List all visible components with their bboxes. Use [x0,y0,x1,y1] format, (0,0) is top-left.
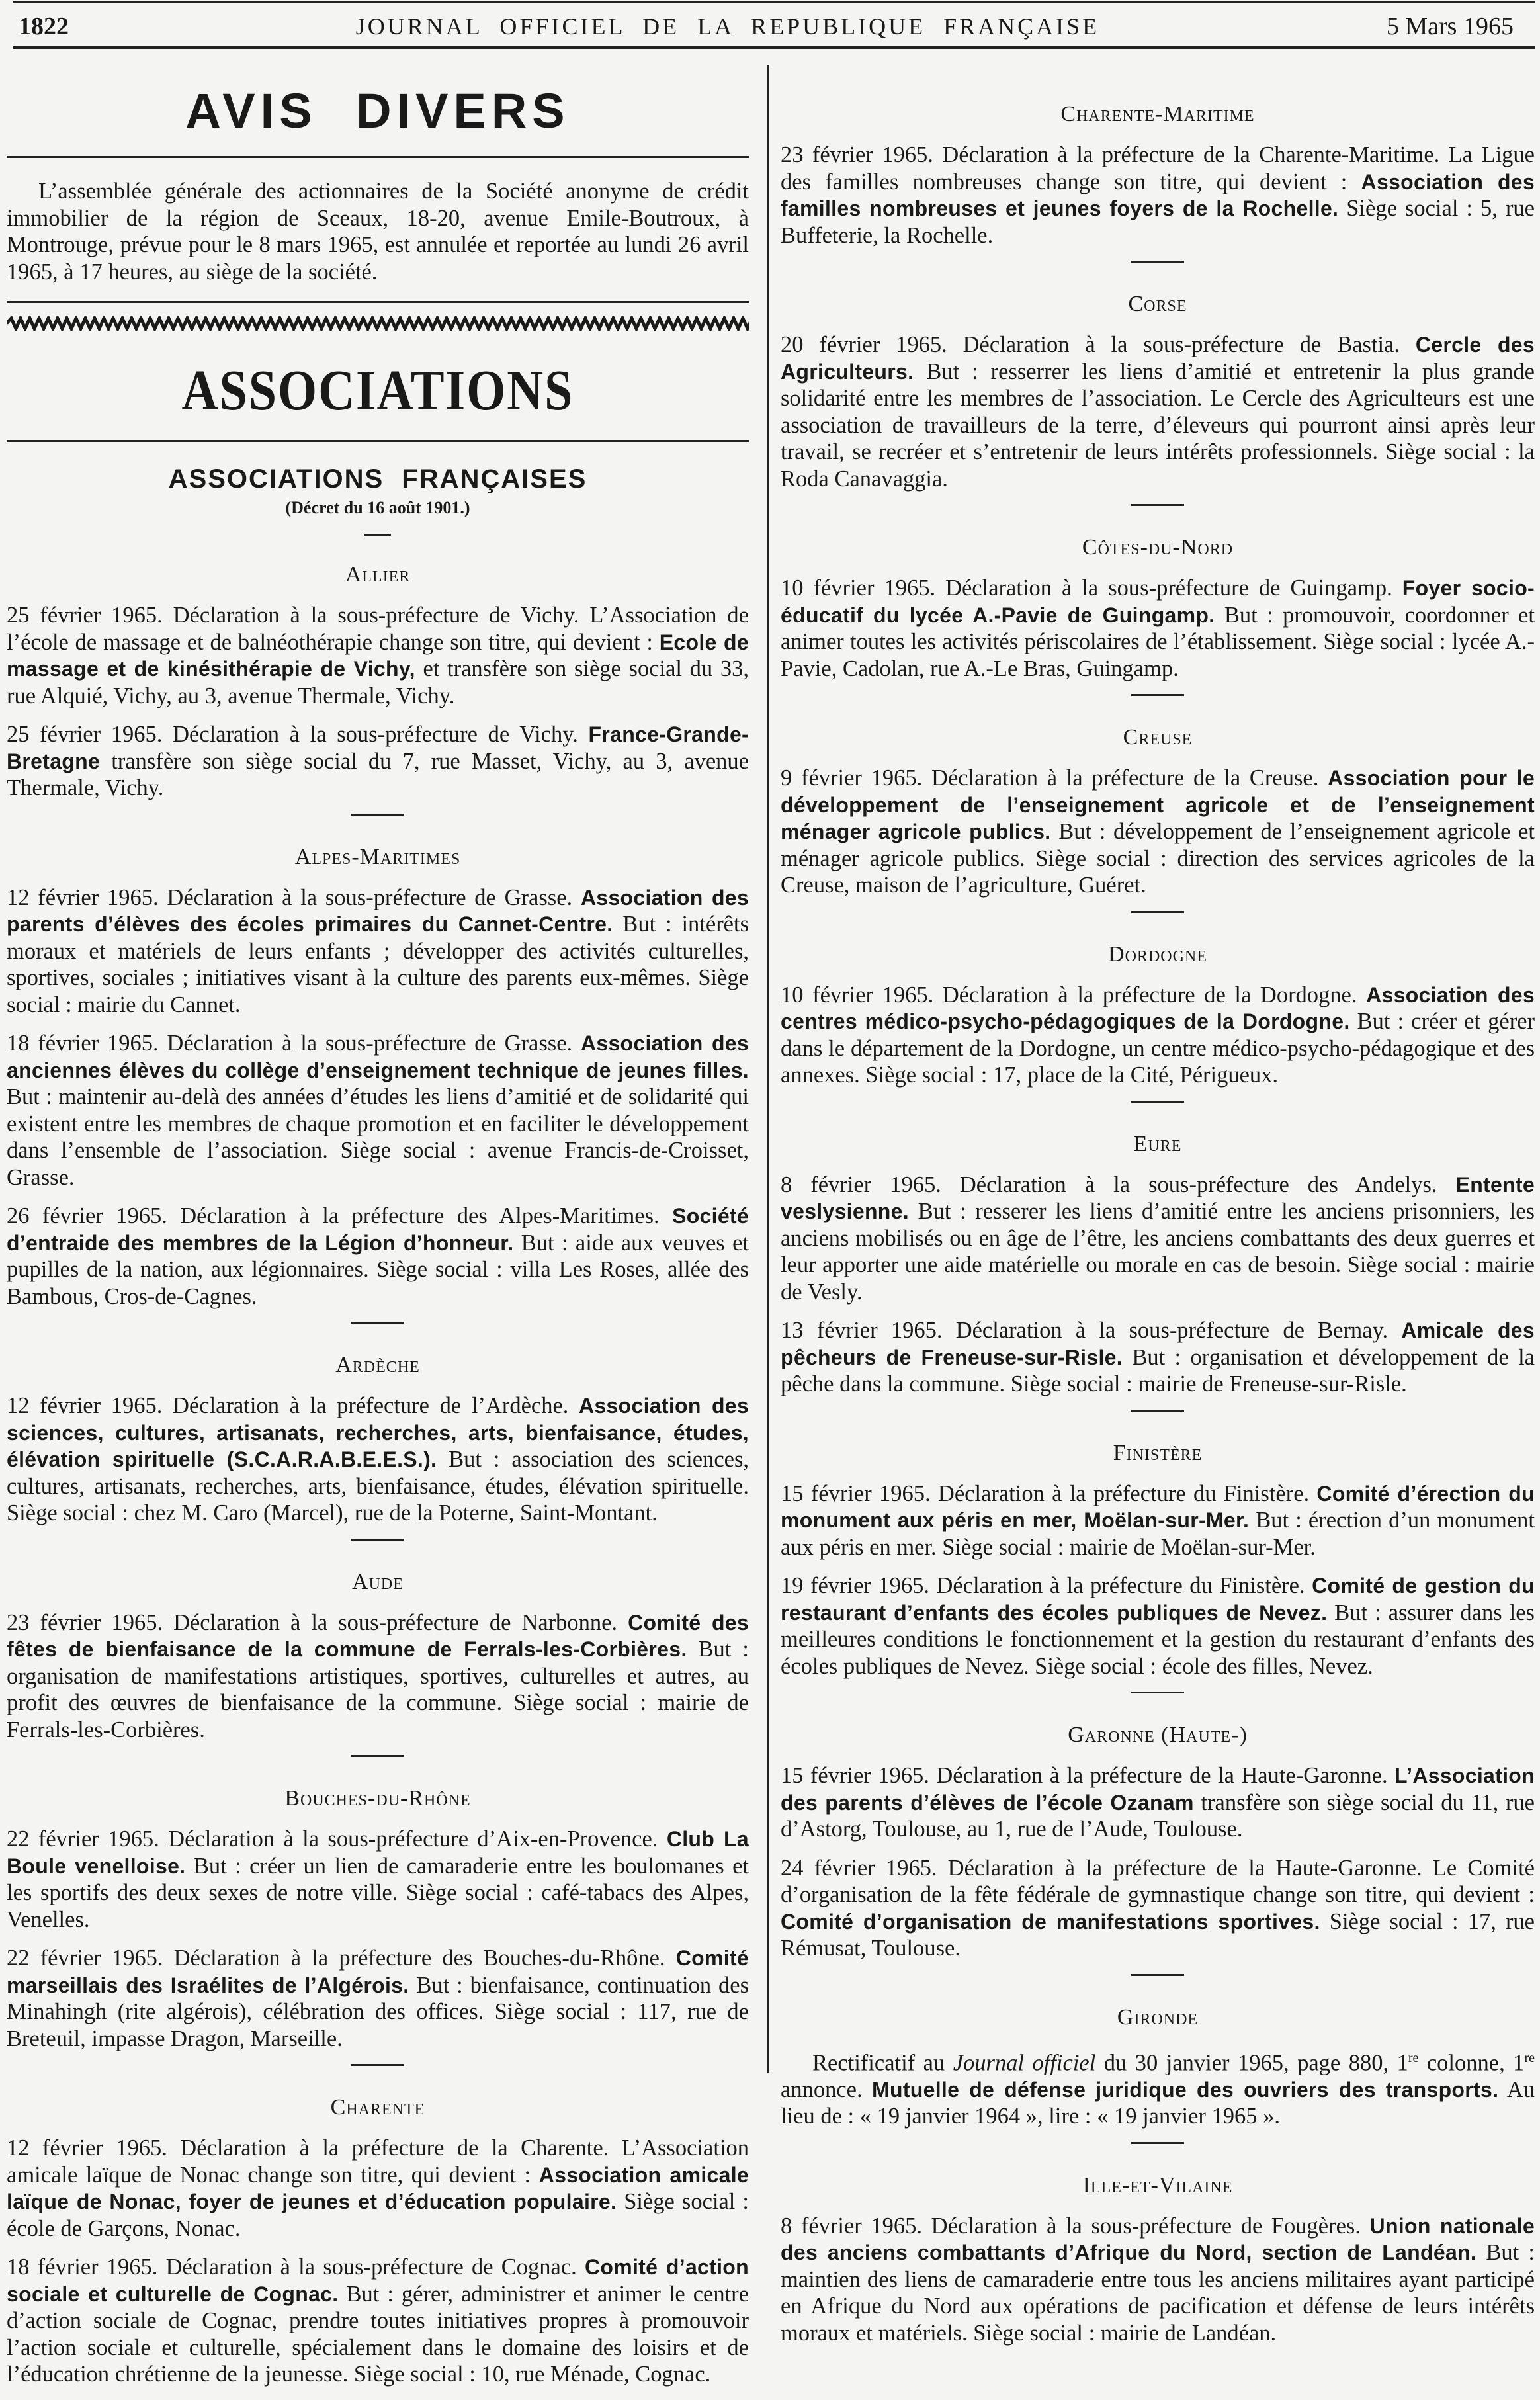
entry-declaration: 13 février 1965. Déclaration à la sous-préfecture de Bernay. [781,1318,1402,1343]
association-entry [7,884,749,1019]
entry-details: But : aide aux veuves et pupilles de la nation, aux légionnaires. Siège social : villa Les Roses, allée des Bambous, Cros-de-Cagnes. [7,1230,749,1309]
association-name: Ecole de massage et de kinésithérapie de Vichy, [7,630,749,681]
entry-details: But : organisation et développement de la pêche dans la commune. Siège social : mairie de Freneuse-sur-Risle. [781,1344,1535,1396]
entry-declaration: 23 février 1965. Déclaration à la préfecture de la Charente-Maritime. La Ligue des familles nombreuses change son titre, qui devient : [781,142,1535,194]
association-name: Club La Boule venelloise. [7,1827,749,1878]
association-name: Association des familles nombreuses et jeunes foyers de la Rochelle. [781,169,1535,220]
entry-declaration: 15 février 1965. Déclaration à la préfecture de la Haute-Garonne. [781,1763,1395,1788]
association-entry [7,1945,749,2052]
running-header [19,9,1514,44]
association-name: Comité marseillais des Israélites de l’Algérois. [7,1946,749,1997]
entry-details: transfère son siège social du 11, rue d’Astorg, Toulouse, au 1, rue de l’Aude, Toulouse. [781,1789,1535,1842]
entry-declaration: 12 février 1965. Déclaration à la préfecture de l’Ardèche. [7,1393,579,1418]
rectificatif-text: du 30 janvier 1965, page 880, 1 [1095,2050,1408,2075]
association-entry [7,1203,749,1310]
department-separator [351,2064,404,2066]
department-separator [1131,1692,1184,1693]
decree-reference: (Décret du 16 août 1901.) [285,498,470,517]
association-entry [7,1609,749,1744]
association-name: Foyer socio-éducatif du lycée A.-Pavie de Guingamp. [781,576,1535,627]
entry-details: But : créer et gérer dans le département de la Dordogne, un centre médico-psycho-pédagogique et des annexes. Siège social : 17, place de la Cité, Périgueux. [781,1009,1535,1088]
entry-declaration: 22 février 1965. Déclaration à la préfecture des Bouches-du-Rhône. [7,1946,676,1971]
association-name: Association pour le développement de l’enseignement agricole et de l’enseignement ménager agricole publics. [781,766,1535,843]
department-heading: Gironde [1117,2004,1199,2030]
ordinal-suffix: re [1408,2050,1419,2065]
entry-details: But : maintien des liens de camaraderie entre tous les anciens militaires ayant participé en Afrique du Nord aux opérations de pacification et défense de leurs intérêts moraux et matériels. Siège social : mairie de Landéan. [781,2240,1535,2346]
entry-declaration: 10 février 1965. Déclaration à la préfecture de la Dordogne. [781,982,1367,1007]
association-entry [7,2254,749,2388]
avis-notice: L’assemblée générale des actionnaires de la Société anonyme de crédit immobilier de la région de Sceaux, 18-20, avenue Emile-Boutroux, à Montrouge, prévue pour le 8 mars 1965, est annulée et reportée au lundi 26 avril 1965, à 17 heures, au siège de la société. [7,179,749,284]
journal-reference: Journal officiel [953,2050,1096,2075]
association-entry [781,765,1535,899]
entry-declaration: 20 février 1965. Déclaration à la sous-préfecture de Bastia. [781,332,1416,357]
entry-details: But : assurer dans les meilleures conditions le fonctionnement et la gestion du restaurant d’enfants des écoles publiques de Nevez. Siège social : école des filles, Nevez. [781,1600,1535,1679]
entry-declaration: 8 février 1965. Déclaration à la sous-préfecture de Fougères. [781,2213,1370,2239]
entry-details: But : maintenir au-delà des années d’études les liens d’amitié et de solidarité qui existent entre les membres de chaque promotion et en faciliter le développement dans l’ensemble de l’association. Siège social : avenue Francis-de-Croisset, Grasse. [7,1084,749,1190]
journal-title: JOURNAL OFFICIEL DE LA REPUBLIQUE FRANÇAISE [355,13,1100,40]
associations-francaises-subtitle: ASSOCIATIONS FRANÇAISES [168,464,587,493]
department-heading: Dordogne [1108,941,1207,966]
right-department-list [781,102,1535,2346]
entry-details: But : resserrer les liens d’amitié et entretenir la plus grande solidarité entre les membres de l’association. Le Cercle des Agriculteurs est une association de travailleurs de la terre, d’éleveurs qui pourront ainsi après leur travail, se recréer et s’entretenir de leurs intérêts professionnels. Siège social : la Roda Canavaggia. [781,359,1535,492]
entry-declaration: 12 février 1965. Déclaration à la préfecture de la Charente. L’Association amicale laïque de Nonac change son titre, qui devient : [7,2135,749,2188]
department-separator [1131,1410,1184,1412]
left-column [7,53,749,2400]
entry-details: Siège social : 5, rue Buffeterie, la Rochelle. [781,196,1535,248]
department-heading: Finistère [1113,1440,1203,1465]
department-heading: Creuse [1123,725,1193,750]
department-heading: Aude [352,1569,404,1594]
department-separator [351,814,404,816]
associations-title: ASSOCIATIONS [181,358,574,423]
association-entry [7,2135,749,2242]
top-border-rule [13,1,1535,3]
association-entry [781,331,1535,492]
department-heading: Côtes-du-Nord [1082,535,1234,560]
entry-declaration: 8 février 1965. Déclaration à la sous-préfecture des Andelys. [781,1172,1456,1197]
section-rule [7,440,749,442]
department-separator [1131,694,1184,696]
right-column [781,73,1535,2358]
association-name: Association des parents d’élèves des écoles primaires du Cannet-Centre. [7,885,749,936]
entry-declaration: 22 février 1965. Déclaration à la sous-préfecture d’Aix-en-Provence. [7,1826,667,1852]
association-name: Entente veslysienne. [781,1172,1535,1223]
ordinal-suffix: re [1524,2050,1535,2065]
department-separator [1131,911,1184,913]
association-entry [781,1172,1535,1306]
entry-declaration: 18 février 1965. Déclaration à la sous-préfecture de Cognac. [7,2254,585,2280]
avis-divers-title: AVIS DIVERS [185,83,570,138]
entry-details: But : association des sciences, cultures, artisanats, recherches, arts, bienfaisance, études, élévation spirituelle. Siège social : chez M. Caro (Marcel), rue de la Poterne, Saint-Montant. [7,1447,749,1525]
association-name: Cercle des Agriculteurs. [781,333,1535,384]
department-separator [1131,1101,1184,1103]
association-entry [781,1572,1535,1680]
entry-details: But : bienfaisance, continuation des Minahingh (rite algérois), célébration des offices. Siège social : 117, rue de Breteuil, impasse Dragon, Marseille. [7,1972,749,2051]
left-department-list [7,562,749,2388]
section-rule [7,156,749,158]
entry-declaration: 26 février 1965. Déclaration à la préfecture des Alpes-Maritimes. [7,1203,673,1228]
entry-details: But : intérêts moraux et matériels de leurs enfants ; développer des activités culturelles, sportives, sociales ; initiatives visant à la culture des parents eux-mêmes. Siège social : mairie du Cannet. [7,912,749,1017]
wavy-divider [7,316,749,331]
rectificatif-text: Rectificatif au [812,2050,953,2075]
association-name: Mutuelle de défense juridique des ouvriers des transports. [872,2077,1499,2102]
page-number: 1822 [19,13,69,40]
entry-declaration: 24 février 1965. Déclaration à la préfecture de la Haute-Garonne. Le Comité d’organisation de la fête fédérale de gymnastique change son titre, qui devient : [781,1855,1535,1907]
department-heading: Allier [345,562,411,587]
association-name: Union nationale des anciens combattants d’Afrique du Nord, section de Landéan. [781,2213,1535,2264]
association-entry [781,1317,1535,1398]
association-name: Comité d’action sociale et culturelle de Cognac. [7,2255,749,2306]
entry-details: But : gérer, administrer et animer le centre d’action sociale de Cognac, prendre toutes initiatives propres à promouvoir l’action sociale et culturelle, spécialement dans le domaine des loisirs et de l’éducation chrétienne de la jeunesse. Siège social : 10, rue Ménade, Cognac. [7,2281,749,2387]
association-entry [7,602,749,709]
entry-details: But : développement de l’enseignement agricole et ménager agricole publics. Siège social : direction des services agricoles de la Creuse, maison de l’agriculture, Guéret. [781,819,1535,898]
association-entry [7,1826,749,1933]
department-separator [1131,1974,1184,1976]
association-name: France-Grande-Bretagne [7,722,749,773]
association-entry [781,1855,1535,1962]
entry-declaration: 18 février 1965. Déclaration à la sous-préfecture de Grasse. [7,1031,581,1056]
department-separator [1131,261,1184,263]
rectificatif-text: annonce. [781,2077,873,2102]
department-separator [351,1539,404,1541]
department-heading: Alpes-Maritimes [294,844,461,869]
entry-details: But : resserer les liens d’amitié entre les anciens prisonniers, les anciens mobilisés ou en âge de l’être, les anciens combattants des deux guerres et leur apporter une aide matérielle ou morale en cas de besoin. Siège social : mairie de Vesly. [781,1199,1535,1305]
department-heading: Eure [1133,1131,1182,1156]
entry-details: But : créer un lien de camaraderie entre les boulomanes et les sportifs des deux sexes de notre ville. Siège social : café-tabacs des Alpes, Venelles. [7,1853,749,1932]
department-separator [351,1322,404,1324]
association-entry [7,1393,749,1527]
department-separator [1131,504,1184,506]
entry-declaration: 23 février 1965. Déclaration à la sous-préfecture de Narbonne. [7,1609,628,1635]
association-name: Association des sciences, cultures, artisanats, recherches, arts, bienfaisance, études, élévation spirituelle (S.C.A.R.A.B.E.E.S.). [7,1394,749,1471]
entry-declaration: 25 février 1965. Déclaration à la sous-préfecture de Vichy. [7,722,589,747]
association-entry [781,142,1535,249]
entry-declaration: 19 février 1965. Déclaration à la préfecture du Finistère. [781,1573,1312,1598]
department-heading: Ardèche [335,1353,420,1377]
entry-declaration: 12 février 1965. Déclaration à la sous-préfecture de Grasse. [7,884,581,910]
association-name: Comité d’érection du monument aux péris en mer, Moëlan-sur-Mer. [781,1481,1535,1532]
association-name: Association amicale laïque de Nonac, foyer de jeunes et d’éducation populaire. [7,2163,749,2213]
department-heading: Garonne (Haute-) [1068,1723,1248,1747]
rectificatif-text: colonne, 1 [1418,2050,1525,2075]
department-heading: Charente [330,2095,425,2120]
entry-declaration: 25 février 1965. Déclaration à la sous-préfecture de Vichy. L’Association de l’école de massage et de balnéothérapie change son titre, qui devient : [7,603,749,655]
entry-declaration: 15 février 1965. Déclaration à la préfecture du Finistère. [781,1480,1317,1506]
association-name: L’Association des parents d’élèves de l’école Ozanam [781,1764,1535,1815]
association-entry [781,1762,1535,1843]
short-rule [364,534,391,536]
rectificatif-entry [781,2045,1535,2130]
entry-details: Siège social : 17, rue Rémusat, Toulouse. [781,1908,1535,1961]
department-heading: Bouches-du-Rhône [284,1786,471,1811]
section-rule [7,301,749,303]
association-name: Société d’entraide des membres de la Légion d’honneur. [7,1204,749,1255]
association-entry [7,721,749,802]
entry-declaration: 10 février 1965. Déclaration à la sous-préfecture de Guingamp. [781,576,1402,601]
department-heading: Ille-et-Vilaine [1082,2172,1233,2198]
entry-details: But : érection d’un monument aux péris en mer. Siège social : mairie de Moëlan-sur-Mer. [781,1508,1535,1560]
department-heading: Corse [1128,292,1187,316]
rectificatif-text: Au lieu de : « 19 janvier 1964 », lire : « 19 janvier 1965 ». [781,2077,1535,2129]
association-entry [781,2213,1535,2347]
department-separator [1131,2142,1184,2144]
association-name: Association des centres médico-psycho-pédagogiques de la Dordogne. [781,982,1535,1033]
association-name: Amicale des pêcheurs de Freneuse-sur-Risle. [781,1318,1535,1369]
association-entry [781,1480,1535,1561]
entry-details: But : promouvoir, coordonner et animer toutes les activités périscolaires de l’établissement. Siège social : lycée A.-Pavie, Cadolan, rue A.-Le Bras, Guingamp. [781,602,1535,681]
entry-details: Siège social : école de Garçons, Nonac. [7,2189,749,2241]
entry-details: transfère son siège social du 7, rue Masset, Vichy, au 3, avenue Thermale, Vichy. [7,748,749,800]
department-separator [351,1755,404,1757]
department-heading: Charente-Maritime [1060,102,1255,126]
association-name: Comité d’organisation de manifestations sportives. [781,1909,1320,1934]
entry-details: But : organisation de manifestations artistiques, sportives, culturelles et autres, au profit des œuvres de bienfaisance de la commune. Siège social : mairie de Ferrals-les-Corbières. [7,1637,749,1742]
entry-details: et transfère son siège social du 33, rue Alquié, Vichy, au 3, avenue Thermale, Vichy. [7,656,749,708]
association-name: Comité des fêtes de bienfaisance de la commune de Ferrals-les-Corbières. [7,1610,749,1661]
association-entry [781,982,1535,1089]
entry-declaration: 9 février 1965. Déclaration à la préfecture de la Creuse. [781,765,1328,791]
header-rule [13,46,1535,49]
association-name: Association des anciennes élèves du collège d’enseignement technique de jeunes filles. [7,1031,749,1082]
association-entry [7,1030,749,1191]
column-divider [767,65,769,2073]
association-name: Comité de gestion du restaurant d’enfants des écoles publiques de Nevez. [781,1574,1535,1625]
issue-date: 5 Mars 1965 [1386,13,1514,40]
association-entry [781,575,1535,682]
